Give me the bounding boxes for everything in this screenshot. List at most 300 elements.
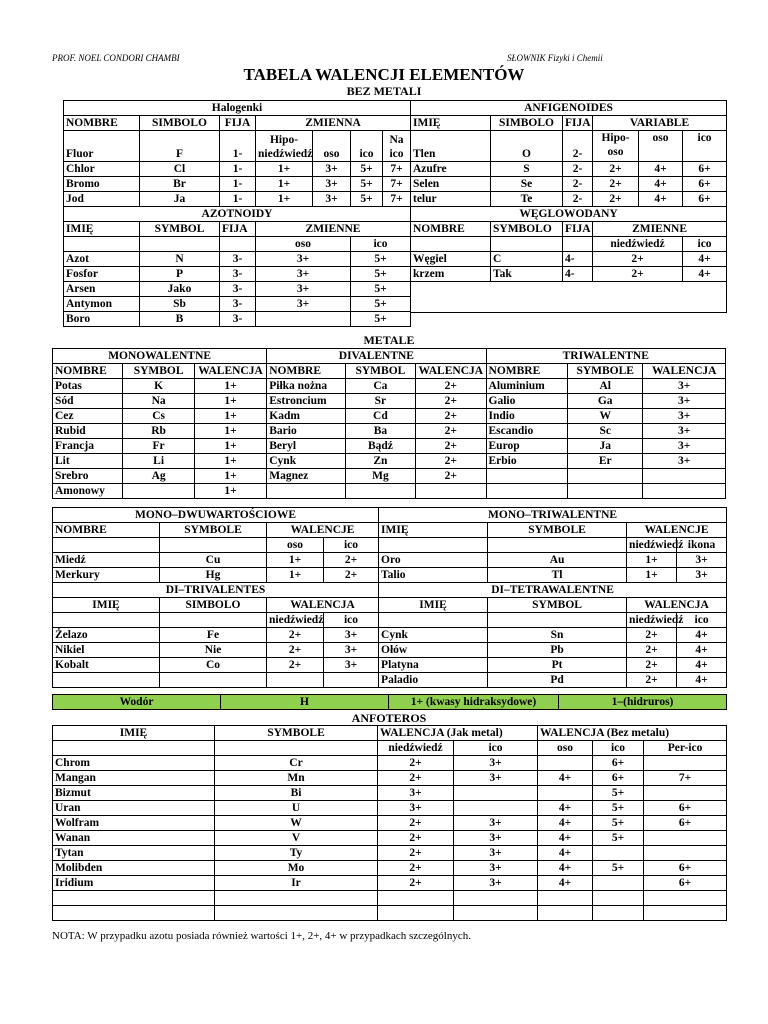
table-row xyxy=(64,297,411,312)
table-cell: 5+ xyxy=(593,861,644,876)
table-cell: NOMBRE xyxy=(53,364,123,379)
group-title-row xyxy=(411,101,727,116)
table-row xyxy=(64,267,411,282)
table-cell xyxy=(454,891,538,906)
table-cell: 4+ xyxy=(538,846,593,861)
table-cell: NOMBRE xyxy=(64,116,140,131)
table-cell: 2+ xyxy=(593,267,683,282)
table-cell: 3+ xyxy=(256,267,351,282)
table-cell: Cez xyxy=(53,409,123,424)
table-cell: Azot xyxy=(64,252,140,267)
table-cell: ZMIENNA xyxy=(256,116,411,131)
table-row xyxy=(64,192,411,207)
table-cell xyxy=(643,469,726,484)
section-nonmetals-title: BEZ METALI xyxy=(346,84,422,98)
subheader-cell: Hipo-niedźwiedź xyxy=(256,131,313,162)
table-cell: Lit xyxy=(53,454,123,469)
table-cell: O xyxy=(491,131,563,162)
table-cell: Paladio xyxy=(379,673,488,688)
table-cell: Tytan xyxy=(53,846,215,861)
table-cell: IMIĘ xyxy=(53,726,215,741)
table-cell: WALENCJA (Jak metal) xyxy=(378,726,538,741)
table-cell: Merkury xyxy=(53,568,160,583)
table-row xyxy=(53,379,726,394)
table-cell: Sn xyxy=(488,628,627,643)
table-row xyxy=(53,568,727,583)
table-cell: VARIABLE xyxy=(593,116,727,131)
table-cell: IMIĘ xyxy=(379,523,488,538)
table-cell: Wanan xyxy=(53,831,215,846)
table-cell xyxy=(160,538,267,553)
table-cell: Na xyxy=(123,394,194,409)
table-cell: Ca xyxy=(345,379,415,394)
table-cell: 1- xyxy=(220,131,256,162)
table-cell: 3+ xyxy=(643,424,726,439)
table-row xyxy=(53,553,727,568)
table-cell: Tl xyxy=(488,568,627,583)
table-cell xyxy=(53,906,215,921)
table-cell: Per-ico xyxy=(644,741,727,756)
table-cell xyxy=(486,484,567,499)
table-row xyxy=(411,162,727,177)
table-cell: 1+ xyxy=(194,454,266,469)
table-row xyxy=(53,906,727,921)
table-row xyxy=(53,801,727,816)
table-cell xyxy=(53,891,215,906)
table-cell: SYMBOL xyxy=(140,222,220,237)
table-cell xyxy=(215,891,378,906)
table-cell: Fluor xyxy=(64,131,140,162)
table-cell: ico xyxy=(351,237,411,252)
mono-di-title: MONO–DWUWARTOŚCIOWE xyxy=(53,508,379,523)
table-cell: B xyxy=(140,312,220,327)
table-row xyxy=(53,454,726,469)
table-cell: 3+ xyxy=(324,658,379,673)
table-cell: 5+ xyxy=(351,312,411,327)
table-cell: Fe xyxy=(160,628,267,643)
table-cell: Cd xyxy=(345,409,415,424)
weglowodany-title: WĘGLOWODANY xyxy=(411,207,727,222)
table-cell: 2+ xyxy=(378,756,454,771)
table-cell xyxy=(567,469,642,484)
table-cell: 2+ xyxy=(416,469,486,484)
table-cell xyxy=(256,312,351,327)
table-row xyxy=(53,831,727,846)
table-row xyxy=(53,891,727,906)
table-cell: 4+ xyxy=(683,267,727,282)
table-cell: 7+ xyxy=(383,162,411,177)
table-cell: 3+ xyxy=(677,553,727,568)
table-cell: N xyxy=(140,252,220,267)
table-cell: Mn xyxy=(215,771,378,786)
table-cell: Antymon xyxy=(64,297,140,312)
table-cell: 1+ xyxy=(627,553,677,568)
subheader-row xyxy=(64,237,411,252)
table-cell: Hg xyxy=(160,568,267,583)
di-tri-title: DI–TRIVALENTES xyxy=(53,583,379,598)
table-cell: Mangan xyxy=(53,771,215,786)
table-cell: SYMBOLE xyxy=(567,364,642,379)
azotnoidy-title: AZOTNOIDY xyxy=(64,207,411,222)
table-row xyxy=(53,771,727,786)
table-cell: Erbio xyxy=(486,454,567,469)
table-cell: 2+ xyxy=(416,439,486,454)
table-cell: Boro xyxy=(64,312,140,327)
table-cell: Ir xyxy=(215,876,378,891)
table-cell: Amonowy xyxy=(53,484,123,499)
table-cell: W xyxy=(567,409,642,424)
table-cell: K xyxy=(123,379,194,394)
table-cell: Zn xyxy=(345,454,415,469)
table-row xyxy=(53,846,727,861)
table-cell: 2+ xyxy=(416,394,486,409)
table-cell: niedźwiedź xyxy=(267,613,324,628)
table-cell: Sb xyxy=(140,297,220,312)
table-cell: NOMBRE xyxy=(411,222,491,237)
table-row xyxy=(64,282,411,297)
table-cell: Au xyxy=(488,553,627,568)
mono-di-table xyxy=(52,507,727,688)
table-cell: SIMBOLO xyxy=(160,598,267,613)
table-cell: IMIĘ xyxy=(411,116,491,131)
table-cell: 5+ xyxy=(593,831,644,846)
table-cell: 6+ xyxy=(644,801,727,816)
header-row xyxy=(64,222,411,237)
table-cell: Rb xyxy=(123,424,194,439)
subheader-cell: ico xyxy=(351,131,383,162)
table-cell xyxy=(267,484,345,499)
table-cell: 2+ xyxy=(267,658,324,673)
table-cell xyxy=(379,613,488,628)
table-cell: 3+ xyxy=(454,861,538,876)
table-cell xyxy=(454,906,538,921)
table-cell: Nie xyxy=(160,643,267,658)
table-row xyxy=(53,394,726,409)
table-cell: Sc xyxy=(567,424,642,439)
table-cell: V xyxy=(215,831,378,846)
table-cell: 4+ xyxy=(677,658,727,673)
table-row xyxy=(53,756,727,771)
table-cell: Uran xyxy=(53,801,215,816)
table-cell: WALENCJA xyxy=(194,364,266,379)
table-cell: 6+ xyxy=(593,756,644,771)
table-cell xyxy=(53,741,215,756)
table-cell: Li xyxy=(123,454,194,469)
table-cell: 1+ xyxy=(256,177,313,192)
table-cell: Piłka nożna xyxy=(267,379,345,394)
table-cell: H xyxy=(221,695,389,710)
table-cell: 5+ xyxy=(593,786,644,801)
table-row xyxy=(53,643,727,658)
table-cell: Bario xyxy=(267,424,345,439)
table-cell: Mo xyxy=(215,861,378,876)
table-cell xyxy=(593,906,644,921)
table-cell: NOMBRE xyxy=(53,523,160,538)
table-cell: 2+ xyxy=(324,568,379,583)
header-row xyxy=(411,222,727,237)
table-cell: 2+ xyxy=(378,846,454,861)
table-cell: Bromo xyxy=(64,177,140,192)
table-row xyxy=(64,312,411,327)
table-cell: niedźwiedź xyxy=(378,741,454,756)
table-cell: 3+ xyxy=(643,379,726,394)
table-cell: Molibden xyxy=(53,861,215,876)
table-cell: Tlen xyxy=(411,131,491,162)
table-cell xyxy=(379,538,488,553)
table-cell: Aluminium xyxy=(486,379,567,394)
table-cell: S xyxy=(491,162,563,177)
header-book: SŁOWNIK Fizyki i Chemii xyxy=(507,53,603,63)
table-cell: 3+ xyxy=(378,786,454,801)
table-cell: 3+ xyxy=(313,177,351,192)
table-cell: WALENCJE xyxy=(627,523,727,538)
table-cell: SYMBOLO xyxy=(491,222,563,237)
subheader-cell: oso xyxy=(639,131,683,162)
table-cell: Talio xyxy=(379,568,488,583)
group-title-row xyxy=(53,508,727,523)
table-cell: SYMBOLE xyxy=(160,523,267,538)
table-cell: Selen xyxy=(411,177,491,192)
subheader-row xyxy=(53,741,727,756)
table-cell xyxy=(53,673,160,688)
table-cell xyxy=(644,786,727,801)
table-cell: 1+ xyxy=(194,484,266,499)
table-row xyxy=(411,192,727,207)
anfigenoides-title: ANFIGENOIDES xyxy=(411,101,727,116)
table-cell: 4- xyxy=(563,252,593,267)
group-title-row xyxy=(64,207,411,222)
table-cell: 1+ xyxy=(194,409,266,424)
table-cell: Nikiel xyxy=(53,643,160,658)
table-cell: 1+ xyxy=(194,394,266,409)
subheader-row xyxy=(53,538,727,553)
table-cell: 1+ xyxy=(194,424,266,439)
table-cell: Ag xyxy=(123,469,194,484)
table-cell: 2+ xyxy=(378,831,454,846)
table-cell: WALENCJE xyxy=(267,523,379,538)
table-cell: 2+ xyxy=(627,673,677,688)
table-cell xyxy=(454,786,538,801)
table-cell: Galio xyxy=(486,394,567,409)
table-cell: Fosfor xyxy=(64,267,140,282)
table-cell xyxy=(593,846,644,861)
table-cell: U xyxy=(215,801,378,816)
table-cell: 3+ xyxy=(454,771,538,786)
table-cell: 2+ xyxy=(627,628,677,643)
table-cell: Te xyxy=(491,192,563,207)
table-cell: W xyxy=(215,816,378,831)
table-cell: 4+ xyxy=(538,876,593,891)
table-cell xyxy=(593,891,644,906)
table-cell: FIJA xyxy=(563,116,593,131)
table-cell: Co xyxy=(160,658,267,673)
table-cell: SYMBOLE xyxy=(215,726,378,741)
table-cell xyxy=(378,891,454,906)
table-cell xyxy=(411,237,491,252)
group-title-row xyxy=(411,207,727,222)
table-cell: 3+ xyxy=(677,568,727,583)
subheader-cell: Hipo-oso xyxy=(593,131,639,162)
table-cell: 2+ xyxy=(324,553,379,568)
table-cell: Europ xyxy=(486,439,567,454)
table-cell: NOMBRE xyxy=(486,364,567,379)
table-cell: Er xyxy=(567,454,642,469)
table-cell xyxy=(486,469,567,484)
table-cell: 1–(hidruros) xyxy=(559,695,727,710)
mono-tri-title: MONO–TRIWALENTNE xyxy=(379,508,727,523)
table-cell: 2+ xyxy=(267,628,324,643)
table-cell: 3+ xyxy=(454,756,538,771)
table-cell: 1- xyxy=(220,192,256,207)
table-cell: 3- xyxy=(220,267,256,282)
table-cell: 5+ xyxy=(351,282,411,297)
table-cell: 2+ xyxy=(416,424,486,439)
table-row xyxy=(64,252,411,267)
table-cell: Bądź xyxy=(345,439,415,454)
table-cell: 3+ xyxy=(454,846,538,861)
table-cell: 4+ xyxy=(538,816,593,831)
table-cell: 3+ xyxy=(643,454,726,469)
table-cell: 3- xyxy=(220,297,256,312)
table-row xyxy=(53,876,727,891)
table-cell: Ga xyxy=(567,394,642,409)
table-cell: C xyxy=(491,252,563,267)
table-cell: 2- xyxy=(563,177,593,192)
table-cell: Ty xyxy=(215,846,378,861)
table-cell: 5+ xyxy=(351,252,411,267)
table-cell: Ołów xyxy=(379,643,488,658)
table-cell: 3- xyxy=(220,282,256,297)
table-cell: Magnez xyxy=(267,469,345,484)
table-cell: 1+ (kwasy hidraksydowe) xyxy=(389,695,559,710)
table-cell xyxy=(215,906,378,921)
table-cell: 7+ xyxy=(644,771,727,786)
table-cell: WALENCJA xyxy=(267,598,379,613)
table-cell: Indio xyxy=(486,409,567,424)
table-cell: Escandio xyxy=(486,424,567,439)
table-cell: 5+ xyxy=(593,816,644,831)
table-cell: 3+ xyxy=(313,192,351,207)
table-cell: Żelazo xyxy=(53,628,160,643)
subheader-row xyxy=(411,237,727,252)
table-cell: Chlor xyxy=(64,162,140,177)
table-row xyxy=(411,252,727,267)
table-cell: 3+ xyxy=(313,162,351,177)
table-cell xyxy=(644,891,727,906)
table-cell: Oro xyxy=(379,553,488,568)
table-cell: IMIĘ xyxy=(379,598,488,613)
table-cell: 6+ xyxy=(644,861,727,876)
table-cell: 3+ xyxy=(256,252,351,267)
table-cell xyxy=(644,756,727,771)
table-cell: Pd xyxy=(488,673,627,688)
table-cell: Miedź xyxy=(53,553,160,568)
header-author: PROF. NOEL CONDORI CHAMBI xyxy=(52,53,180,63)
table-cell xyxy=(64,237,140,252)
table-cell: 5+ xyxy=(351,267,411,282)
table-cell: Fr xyxy=(123,439,194,454)
table-cell xyxy=(411,282,727,313)
table-cell: 1- xyxy=(220,162,256,177)
table-cell: Węgiel xyxy=(411,252,491,267)
table-row xyxy=(53,439,726,454)
table-cell: 3+ xyxy=(256,297,351,312)
table-cell xyxy=(644,906,727,921)
table-cell xyxy=(324,673,379,688)
table-cell: Pb xyxy=(488,643,627,658)
table-cell: 4+ xyxy=(538,861,593,876)
section-metals-title: METALE xyxy=(363,333,415,347)
table-cell: Cynk xyxy=(267,454,345,469)
halogens-title: Halogenki xyxy=(64,101,411,116)
table-cell: 2+ xyxy=(593,162,639,177)
table-cell: SIMBOLO xyxy=(140,116,220,131)
header-row xyxy=(64,116,411,131)
table-cell: 6+ xyxy=(683,162,727,177)
table-cell: Br xyxy=(140,177,220,192)
table-cell: krzem xyxy=(411,267,491,282)
table-cell xyxy=(488,538,627,553)
table-cell: Kadm xyxy=(267,409,345,424)
table-cell: 1+ xyxy=(256,162,313,177)
di-tetra-title: DI–TETRAWALENTNE xyxy=(379,583,727,598)
table-cell: Iridium xyxy=(53,876,215,891)
table-cell: P xyxy=(140,267,220,282)
table-cell: 1- xyxy=(220,177,256,192)
table-cell: 2+ xyxy=(593,252,683,267)
table-cell: WALENCJA (Bez metalu) xyxy=(538,726,727,741)
table-cell xyxy=(538,906,593,921)
table-cell: 3+ xyxy=(643,394,726,409)
table-cell: 1+ xyxy=(194,469,266,484)
group-title-row xyxy=(53,349,726,364)
table-cell: 2+ xyxy=(593,177,639,192)
group-title-row xyxy=(53,583,727,598)
table-cell: Potas xyxy=(53,379,123,394)
table-cell xyxy=(567,484,642,499)
table-cell: 4+ xyxy=(639,192,683,207)
table-cell: Srebro xyxy=(53,469,123,484)
table-cell xyxy=(454,801,538,816)
subheader-row xyxy=(53,613,727,628)
table-cell: ZMIENNE xyxy=(256,222,411,237)
table-row xyxy=(53,628,727,643)
table-cell: 2+ xyxy=(416,409,486,424)
table-cell: WALENCJA xyxy=(627,598,727,613)
table-cell xyxy=(160,673,267,688)
table-cell: 4+ xyxy=(639,162,683,177)
table-cell: 2+ xyxy=(627,643,677,658)
table-cell: 3+ xyxy=(454,876,538,891)
table-cell: Chrom xyxy=(53,756,215,771)
subheader-cell: Na ico xyxy=(383,131,411,162)
table-cell: Cl xyxy=(140,162,220,177)
table-cell: 2+ xyxy=(378,861,454,876)
table-cell: Ba xyxy=(345,424,415,439)
metal-group-title: DIVALENTNE xyxy=(267,349,486,364)
table-cell: 5+ xyxy=(351,297,411,312)
table-cell xyxy=(538,786,593,801)
table-cell: 4+ xyxy=(538,831,593,846)
table-cell: 4- xyxy=(563,267,593,282)
table-cell xyxy=(491,237,563,252)
table-cell: Cynk xyxy=(379,628,488,643)
table-cell: 2+ xyxy=(416,379,486,394)
table-cell: 3+ xyxy=(643,409,726,424)
table-cell: FIJA xyxy=(220,222,256,237)
table-cell: 5+ xyxy=(593,801,644,816)
table-row xyxy=(53,816,727,831)
